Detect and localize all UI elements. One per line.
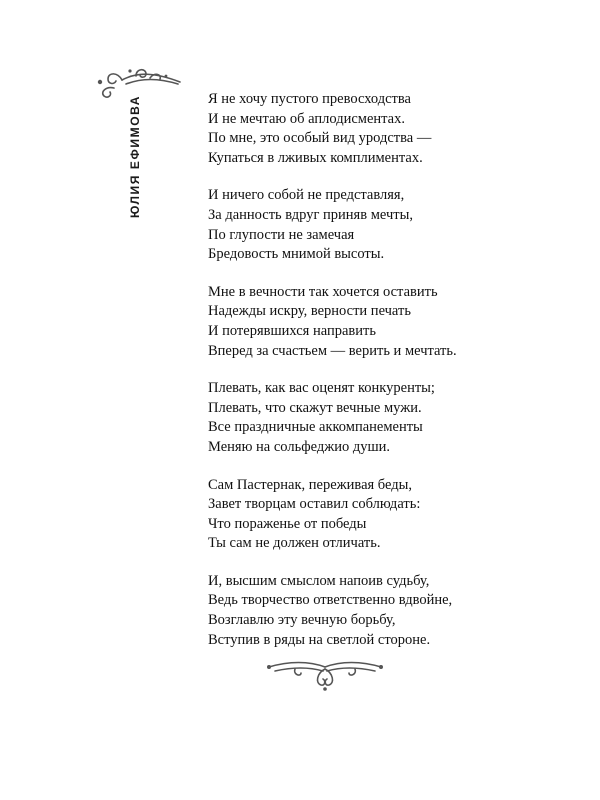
stanza — [208, 283, 528, 361]
stanza — [208, 572, 528, 650]
poem — [208, 90, 528, 668]
poem-line: И не мечтаю об аплодисментах. — [208, 110, 405, 127]
poem-line: И ничего собой не представляя, — [208, 187, 405, 204]
poem-line: Вперед за счастьем — верить и мечтать. — [208, 342, 457, 359]
poem-line: Мне в вечности так хочется оставить — [208, 283, 438, 300]
poem-line: Я не хочу пустого превосходства — [208, 91, 411, 107]
poem-line: Возглавлю эту вечную борьбу, — [208, 612, 396, 629]
poem-line: Ведь творчество ответственно вдвойне, — [208, 592, 453, 609]
stanza — [208, 379, 528, 457]
stanza — [208, 90, 528, 168]
poem-line: И потерявшихся направить — [208, 322, 376, 339]
poem-line: Бредовость мнимой высоты. — [208, 246, 385, 263]
poem-line: Меняю на сольфеджио души. — [208, 438, 391, 455]
poem-line: Вступив в ряды на светлой стороне. — [208, 631, 431, 648]
poem-line: Купаться в лживых комплиментах. — [208, 149, 423, 166]
poem-line: Все праздничные аккомпанементы — [208, 419, 423, 436]
poem-line: Что пораженье от победы — [208, 515, 367, 532]
poem-line: И, высшим смыслом напоив судьбу, — [208, 572, 430, 589]
bottom-flourish-icon — [265, 657, 385, 693]
poem-line: По мне, это особый вид уродства — — [208, 130, 432, 147]
poem-line: Завет творцам оставил соблюдать: — [208, 496, 421, 513]
stanza — [208, 186, 528, 264]
poem-line: Плевать, что скажут вечные мужи. — [208, 399, 422, 416]
poem-line: За данность вдруг приняв мечты, — [208, 206, 413, 223]
poem-line: Плевать, как вас оценят конкуренты; — [208, 380, 435, 397]
poem-line: По глупости не замечая — [208, 226, 355, 243]
poem-line: Сам Пастернак, переживая беды, — [208, 476, 412, 493]
author-name: ЮЛИЯ ЕФИМОВА — [128, 94, 142, 218]
stanza — [208, 476, 528, 554]
poem-line: Ты сам не должен отличать. — [208, 535, 381, 552]
poem-line: Надежды искру, верности печать — [208, 303, 411, 320]
